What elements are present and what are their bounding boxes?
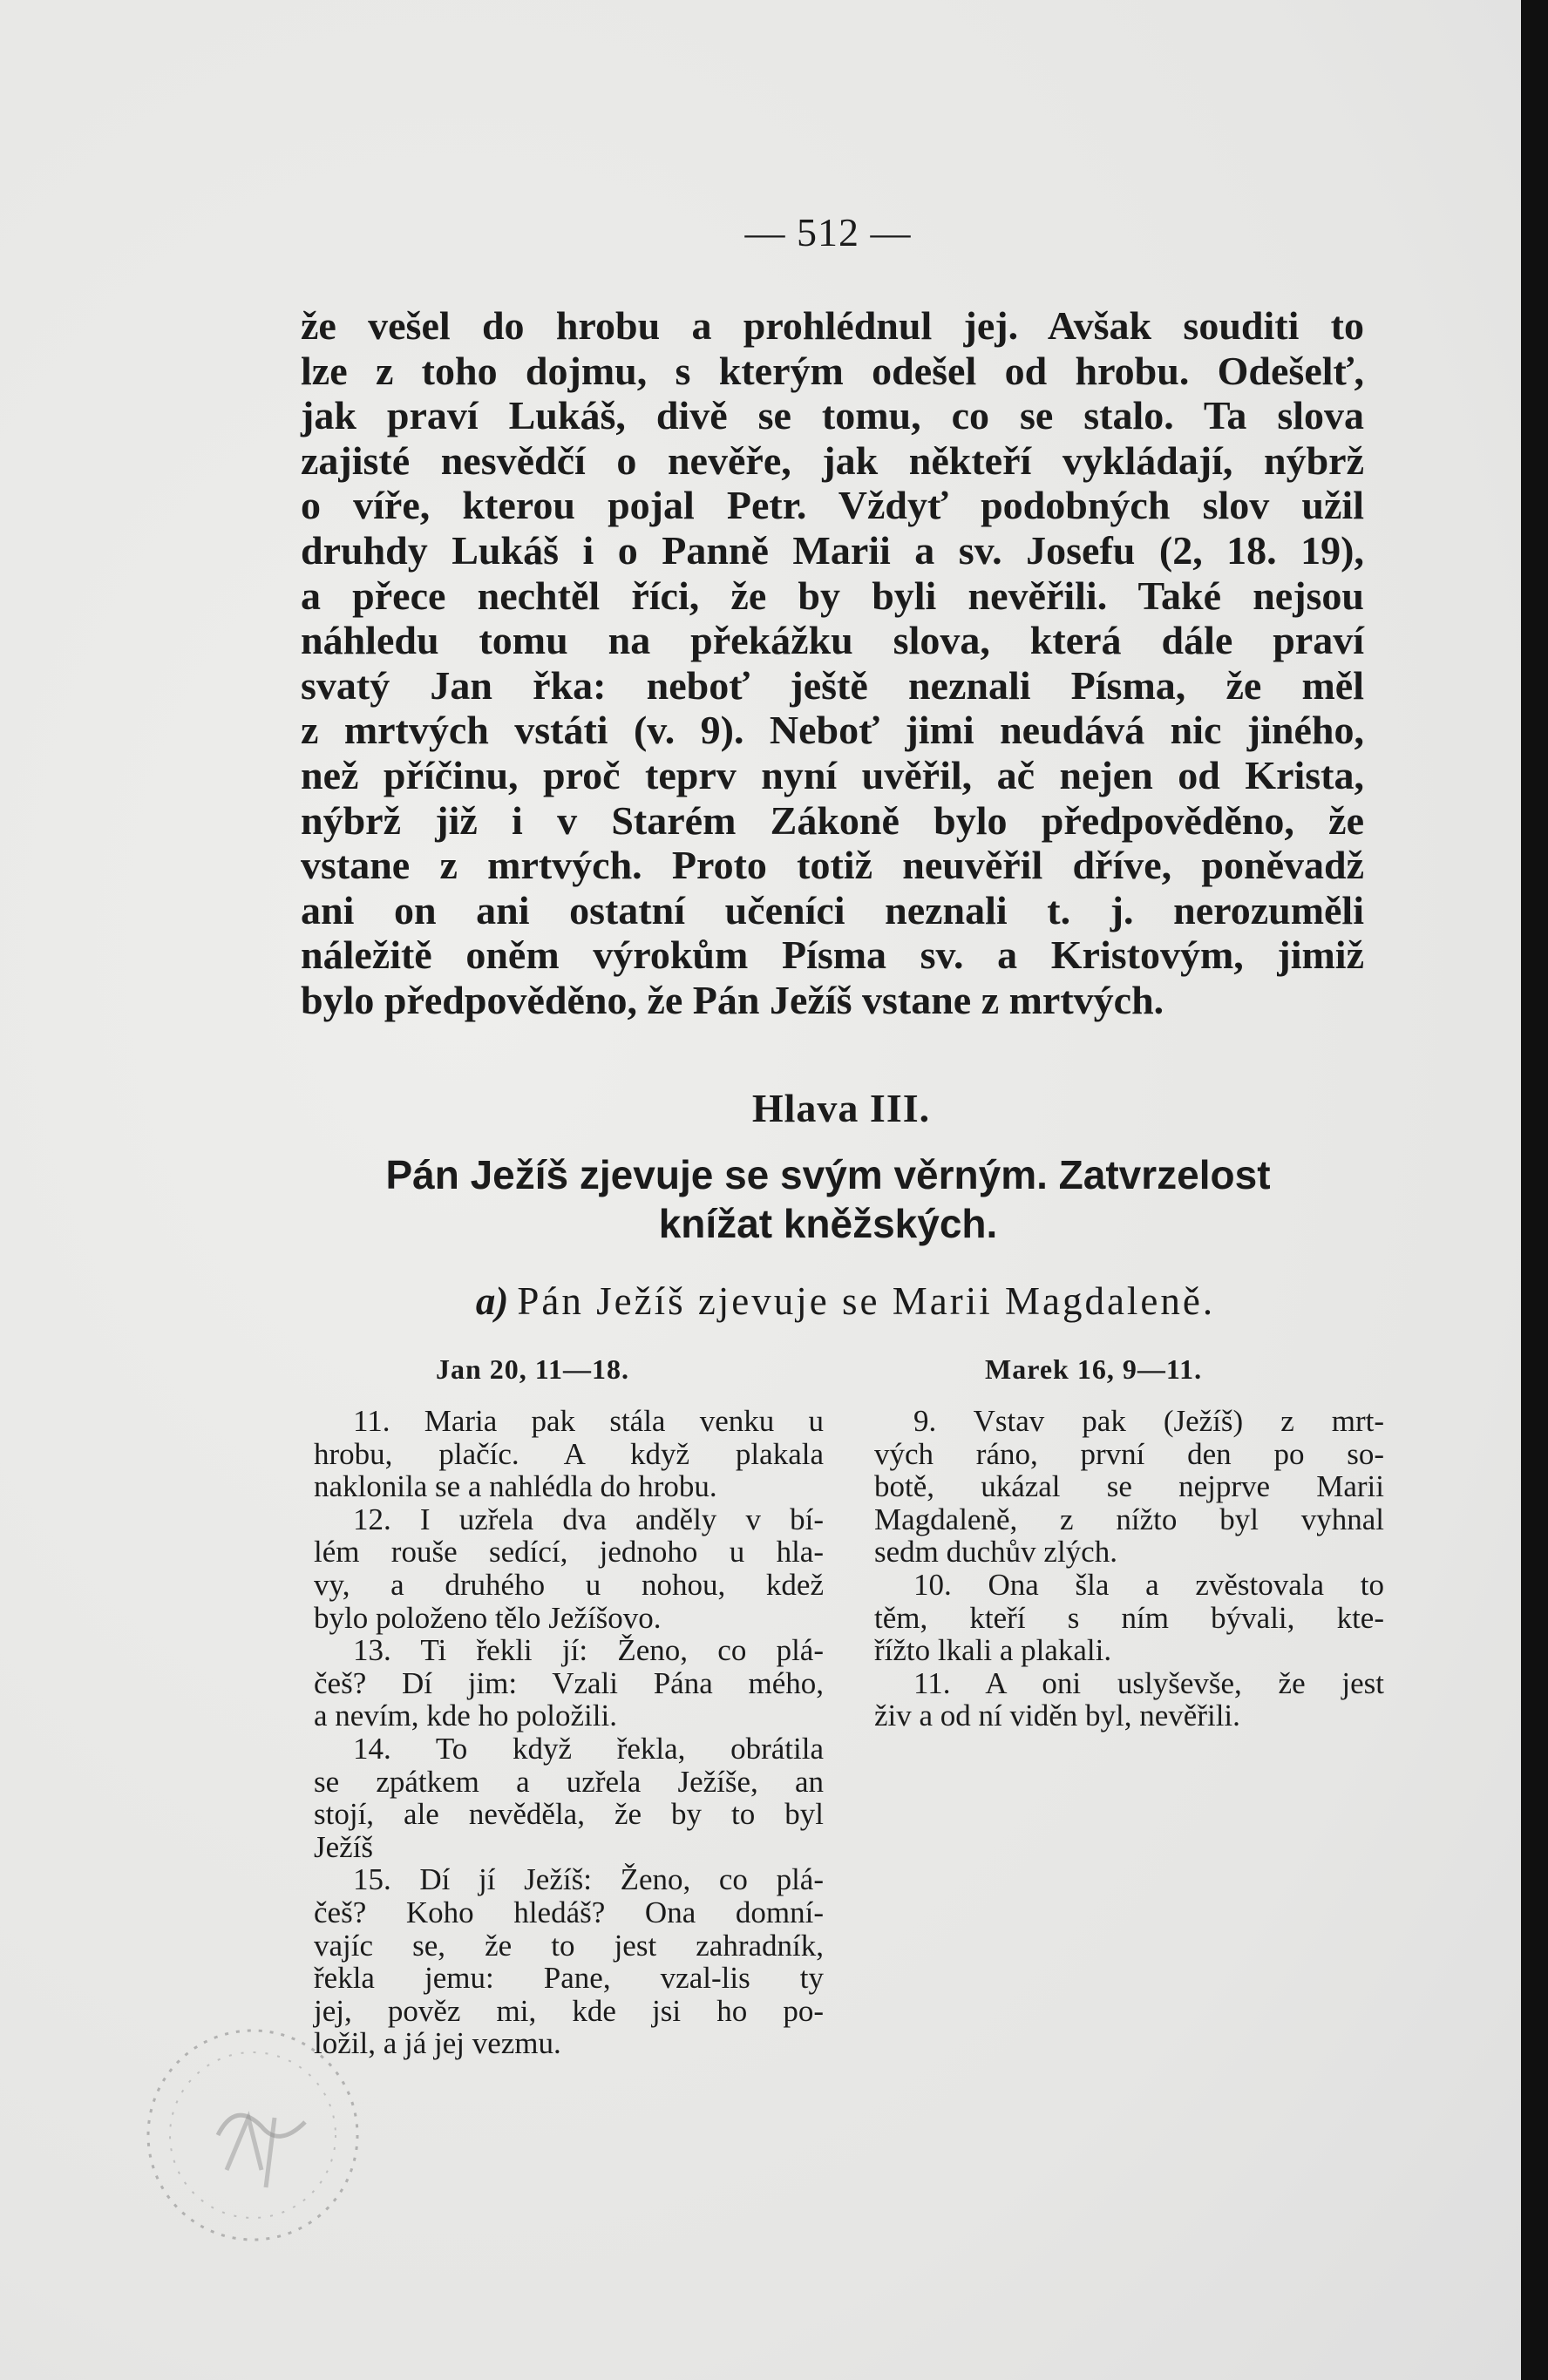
verse-line: botě, ukázal se nejprve Marii <box>874 1469 1384 1504</box>
right-column-text <box>874 1405 1384 1732</box>
verse-line: živ a od ní viděn byl, nevěřili. <box>874 1699 1240 1733</box>
verse-line: 10. Ona šla a zvěstovala to <box>913 1567 1384 1602</box>
subsection-label: a) <box>475 1279 509 1323</box>
verse-line: jej, pověz mi, kde jsi ho po- <box>314 1993 824 2028</box>
subsection-title: Pán Ježíš zjevuje se Marii Magdaleně. <box>517 1279 1216 1323</box>
verse-line: stojí, ale nevěděla, že by to byl <box>314 1797 824 1832</box>
body-line: než příčinu, proč teprv nyní uvěřil, ač nejen od Krista, <box>301 752 1364 797</box>
subsection-heading <box>366 1278 1325 1324</box>
verse-line: řížto lkali a plakali. <box>874 1633 1112 1668</box>
body-line: vstane z mrtvých. Proto totiž neuvěřil dříve, poněvadž <box>301 843 1364 888</box>
left-column-reference: Jan 20, 11—18. <box>436 1353 630 1385</box>
verse-line: 11. Maria pak stála venku u <box>353 1404 824 1438</box>
verse-line: a nevím, kde ho položili. <box>314 1699 617 1733</box>
verse-line: 14. To když řekla, obrátila <box>353 1731 824 1766</box>
body-line: ani on ani ostatní učeníci neznali t. j. nerozuměli <box>301 887 1364 932</box>
body-line: bylo předpověděno, že Pán Ježíš vstane z mrtvých. <box>301 977 1164 1022</box>
body-line: svatý Jan řka: neboť ještě neznali Písma, že měl <box>301 662 1364 708</box>
verse-line: Ježíš <box>314 1829 374 1864</box>
verse-line: češ? Koho hledáš? Ona domní- <box>314 1895 824 1929</box>
page-number: — 512 — <box>744 210 912 254</box>
scan-edge <box>1521 0 1548 2380</box>
verse-line: 13. Ti řekli jí: Ženo, co plá- <box>353 1633 824 1668</box>
section-heading-line: knížat kněžských. <box>658 1201 998 1246</box>
verse-line: češ? Dí jim: Vzali Pána mého, <box>314 1665 824 1700</box>
body-line: nýbrž již i v Starém Zákoně bylo předpověděno, že <box>301 797 1364 843</box>
verse-line: vy, a druhého u nohou, kdež <box>314 1567 824 1602</box>
verse-line: ložil, a já jej vezmu. <box>314 2026 561 2061</box>
verse-line: těm, kteří s ním bývali, kte- <box>874 1600 1384 1635</box>
body-line: že vešel do hrobu a prohlédnul jej. Avšak souditi to <box>301 303 1364 348</box>
verse-line: 11. A oni uslyševše, že jest <box>913 1665 1384 1700</box>
right-column-reference: Marek 16, 9—11. <box>985 1353 1203 1385</box>
chapter-title: Hlava III. <box>751 1086 931 1130</box>
body-line: náležitě oněm výrokům Písma sv. a Kristovým, jimiž <box>301 932 1364 978</box>
body-line: druhdy Lukáš i o Panně Marii a sv. Josefu (2, 18. 19), <box>301 527 1364 573</box>
verse-line: 15. Dí jí Ježíš: Ženo, co plá- <box>353 1862 824 1897</box>
verse-line: sedm duchův zlých. <box>874 1535 1117 1570</box>
body-paragraph <box>301 303 1364 1023</box>
verse-line: hrobu, plačíc. A když plakala <box>314 1436 824 1471</box>
body-line: náhledu tomu na překážku slova, která dále praví <box>301 618 1364 663</box>
verse-line: řekla jemu: Pane, vzal-lis ty <box>314 1961 824 1996</box>
verse-line: vajíc se, že to jest zahradník, <box>314 1928 824 1963</box>
body-line: o víře, kterou pojal Petr. Vždyť podobných slov užil <box>301 483 1364 528</box>
verse-line: se zpátkem a uzřela Ježíše, an <box>314 1764 824 1799</box>
body-line: jak praví Lukáš, divě se tomu, co se stalo. Ta slova <box>301 393 1364 438</box>
verse-line: bylo položeno tělo Ježíšovo. <box>314 1600 662 1635</box>
verse-line: lém rouše sedící, jednoho u hla- <box>314 1535 824 1570</box>
body-line: lze z toho dojmu, s kterým odešel od hrobu. Odešelť, <box>301 348 1364 393</box>
body-line: a přece nechtěl říci, že by byli nevěřili. Také nejsou <box>301 573 1364 618</box>
section-heading <box>288 1150 1368 1248</box>
verse-line: 12. I uzřela dva anděly v bí- <box>353 1502 824 1536</box>
left-column-text <box>314 1405 824 2060</box>
library-stamp-icon <box>122 2004 384 2266</box>
body-line: z mrtvých vstáti (v. 9). Neboť jimi neudává nic jiného, <box>301 708 1364 753</box>
body-line: zajisté nesvědčí o nevěře, jak někteří vykládají, nýbrž <box>301 437 1364 483</box>
verse-line: vých ráno, první den po so- <box>874 1436 1384 1471</box>
section-heading-line: Pán Ježíš zjevuje se svým věrným. Zatvrzelost <box>385 1152 1271 1197</box>
verse-line: Magdaleně, z nížto byl vyhnal <box>874 1502 1384 1536</box>
verse-line: naklonila se a nahlédla do hrobu. <box>314 1469 717 1504</box>
verse-line: 9. Vstav pak (Ježíš) z mrt- <box>913 1404 1384 1438</box>
